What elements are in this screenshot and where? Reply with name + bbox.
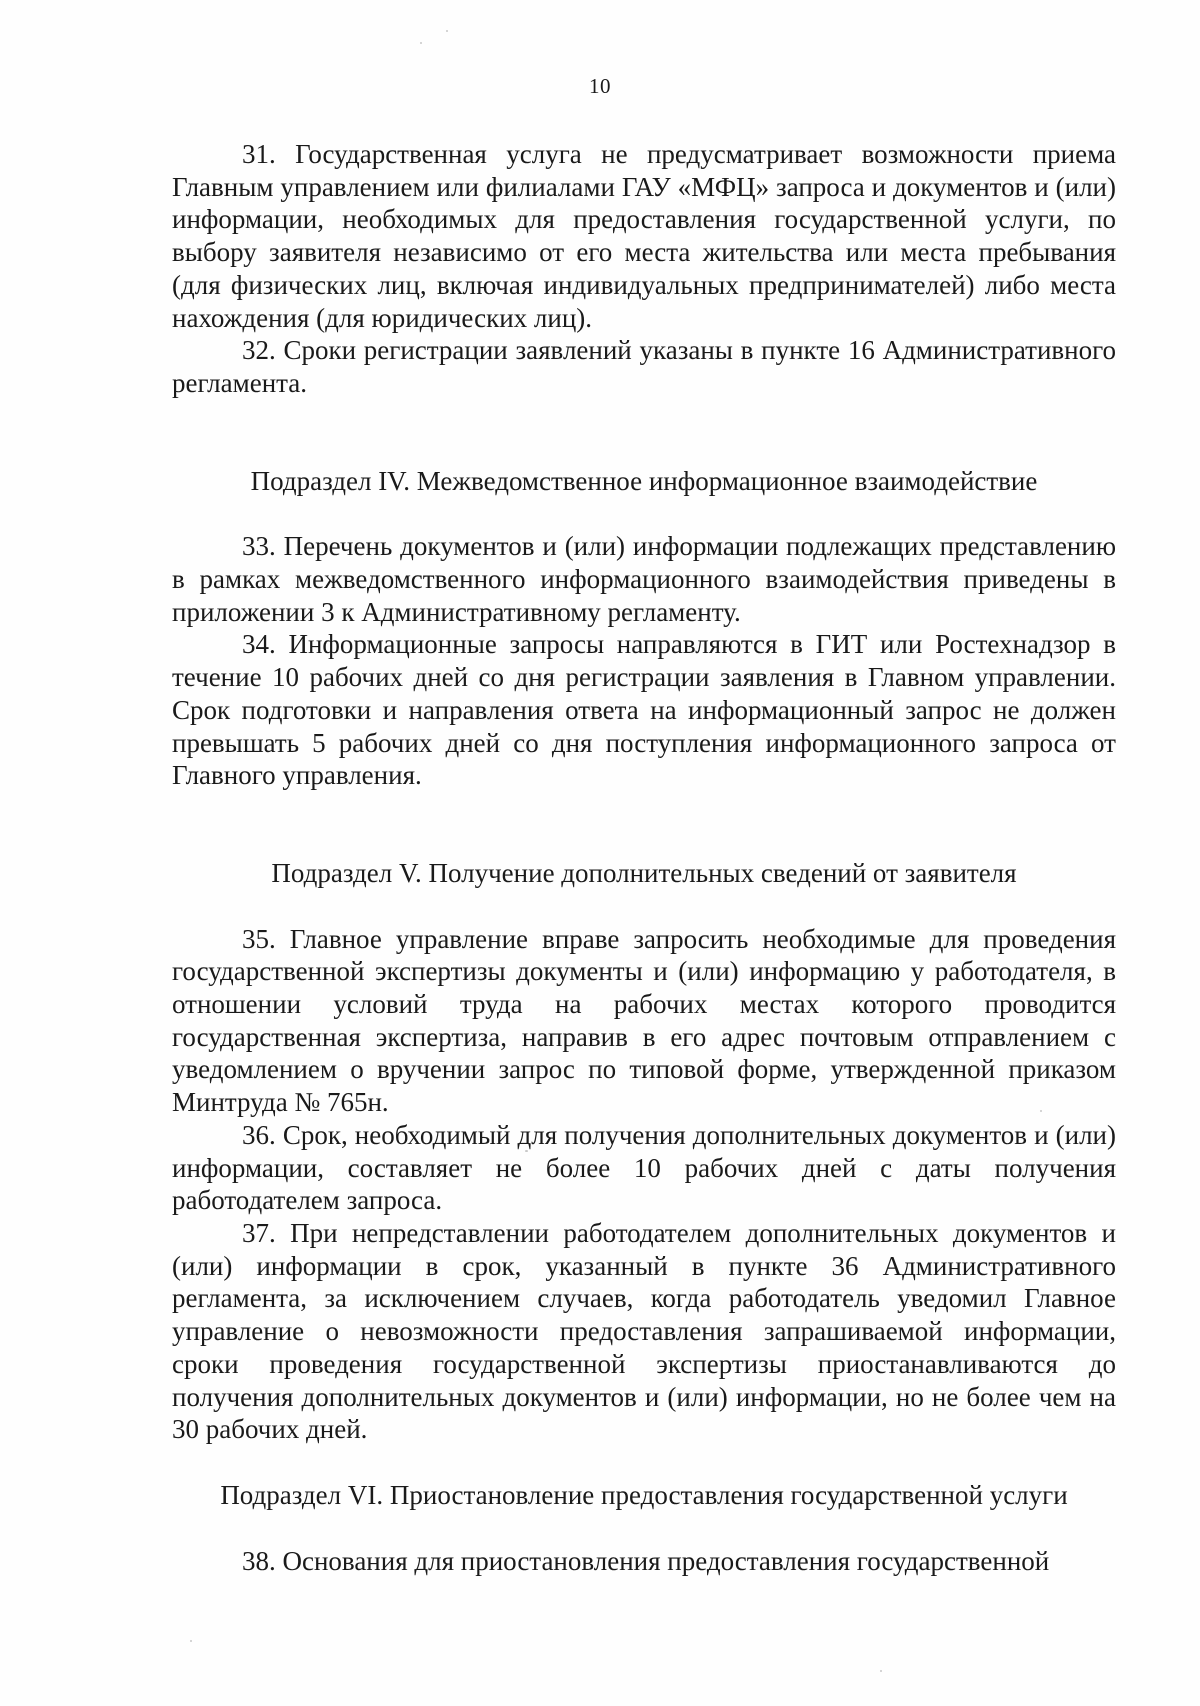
- scan-speck: [190, 1640, 192, 1642]
- paragraph-38: 38. Основания для приостановления предоставления государственной: [242, 1545, 1050, 1576]
- spacer: [172, 890, 1116, 923]
- page-number: 10: [589, 74, 611, 98]
- paragraph-35: 35. Главное управление вправе запросить необходимые для проведения государственной экспертизы документы и (или) информацию у работодателя, в отношении условий труда на рабочих местах которого проводится государственная экспертиза, направив в его адрес почтовым отправлением с уведомлением о вручении запрос по типовой форме, утвержденной приказом Минтруда № 765н.: [172, 923, 1116, 1118]
- spacer: [172, 1446, 1116, 1479]
- paragraph-34: 34. Информационные запросы направляются в ГИТ или Ростехнадзор в течение 10 рабочих дней со дня регистрации заявления в Главном управлении. Срок подготовки и направления ответа на информационный запрос не должен превышать 5 рабочих дней со дня поступления информационного запроса от Главного управления.: [172, 629, 1116, 791]
- paragraph-33: 33. Перечень документов и (или) информации подлежащих представлению в рамках межведомственного информационного взаимодействия приведены в приложении 3 к Административному регламенту.: [172, 531, 1116, 627]
- scan-speck: [1040, 1110, 1042, 1112]
- heading-subsection-4: Подраздел IV. Межведомственное информационное взаимодействие: [250, 465, 1038, 496]
- scan-speck: [880, 1670, 882, 1672]
- scan-speck: [525, 1150, 528, 1152]
- heading-subsection-6: Подраздел VI. Приостановление предоставления государственной услуги: [220, 1479, 1068, 1510]
- heading-subsection-5: Подраздел V. Получение дополнительных сведений от заявителя: [271, 857, 1017, 888]
- scan-speck: [420, 42, 422, 44]
- spacer: [172, 1512, 1116, 1545]
- scan-speck: [446, 30, 448, 32]
- spacer: [172, 792, 1116, 857]
- paragraph-32: 32. Сроки регистрации заявлений указаны в пункте 16 Административного регламента.: [172, 335, 1116, 398]
- spacer: [172, 497, 1116, 530]
- spacer: [172, 400, 1116, 465]
- paragraph-36: 36. Срок, необходимый для получения дополнительных документов и (или) информации, составляет не более 10 рабочих дней с даты получения работодателем запроса.: [172, 1119, 1116, 1216]
- document-body: [172, 138, 1116, 1577]
- paragraph-31: 31. Государственная услуга не предусматривает возможности приема Главным управлением или филиалами ГАУ «МФЦ» запроса и документов и (или) информации, необходимых для предоставления государственной услуги, по выбору заявителя независимо от его места жительства или места пребывания (для физических лиц, включая индивидуальных предпринимателей) либо места нахождения (для юридических лиц).: [172, 139, 1116, 333]
- paragraph-37: 37. При непредставлении работодателем дополнительных документов и (или) информации в срок, указанный в пункте 36 Административного регламента, за исключением случаев, когда работодатель уведомил Главное управление о невозможности предоставления запрашиваемой информации, сроки проведения государственной экспертизы приостанавливаются до получения дополнительных документов и (или) информации, но не более чем на 30 рабочих дней.: [172, 1217, 1116, 1445]
